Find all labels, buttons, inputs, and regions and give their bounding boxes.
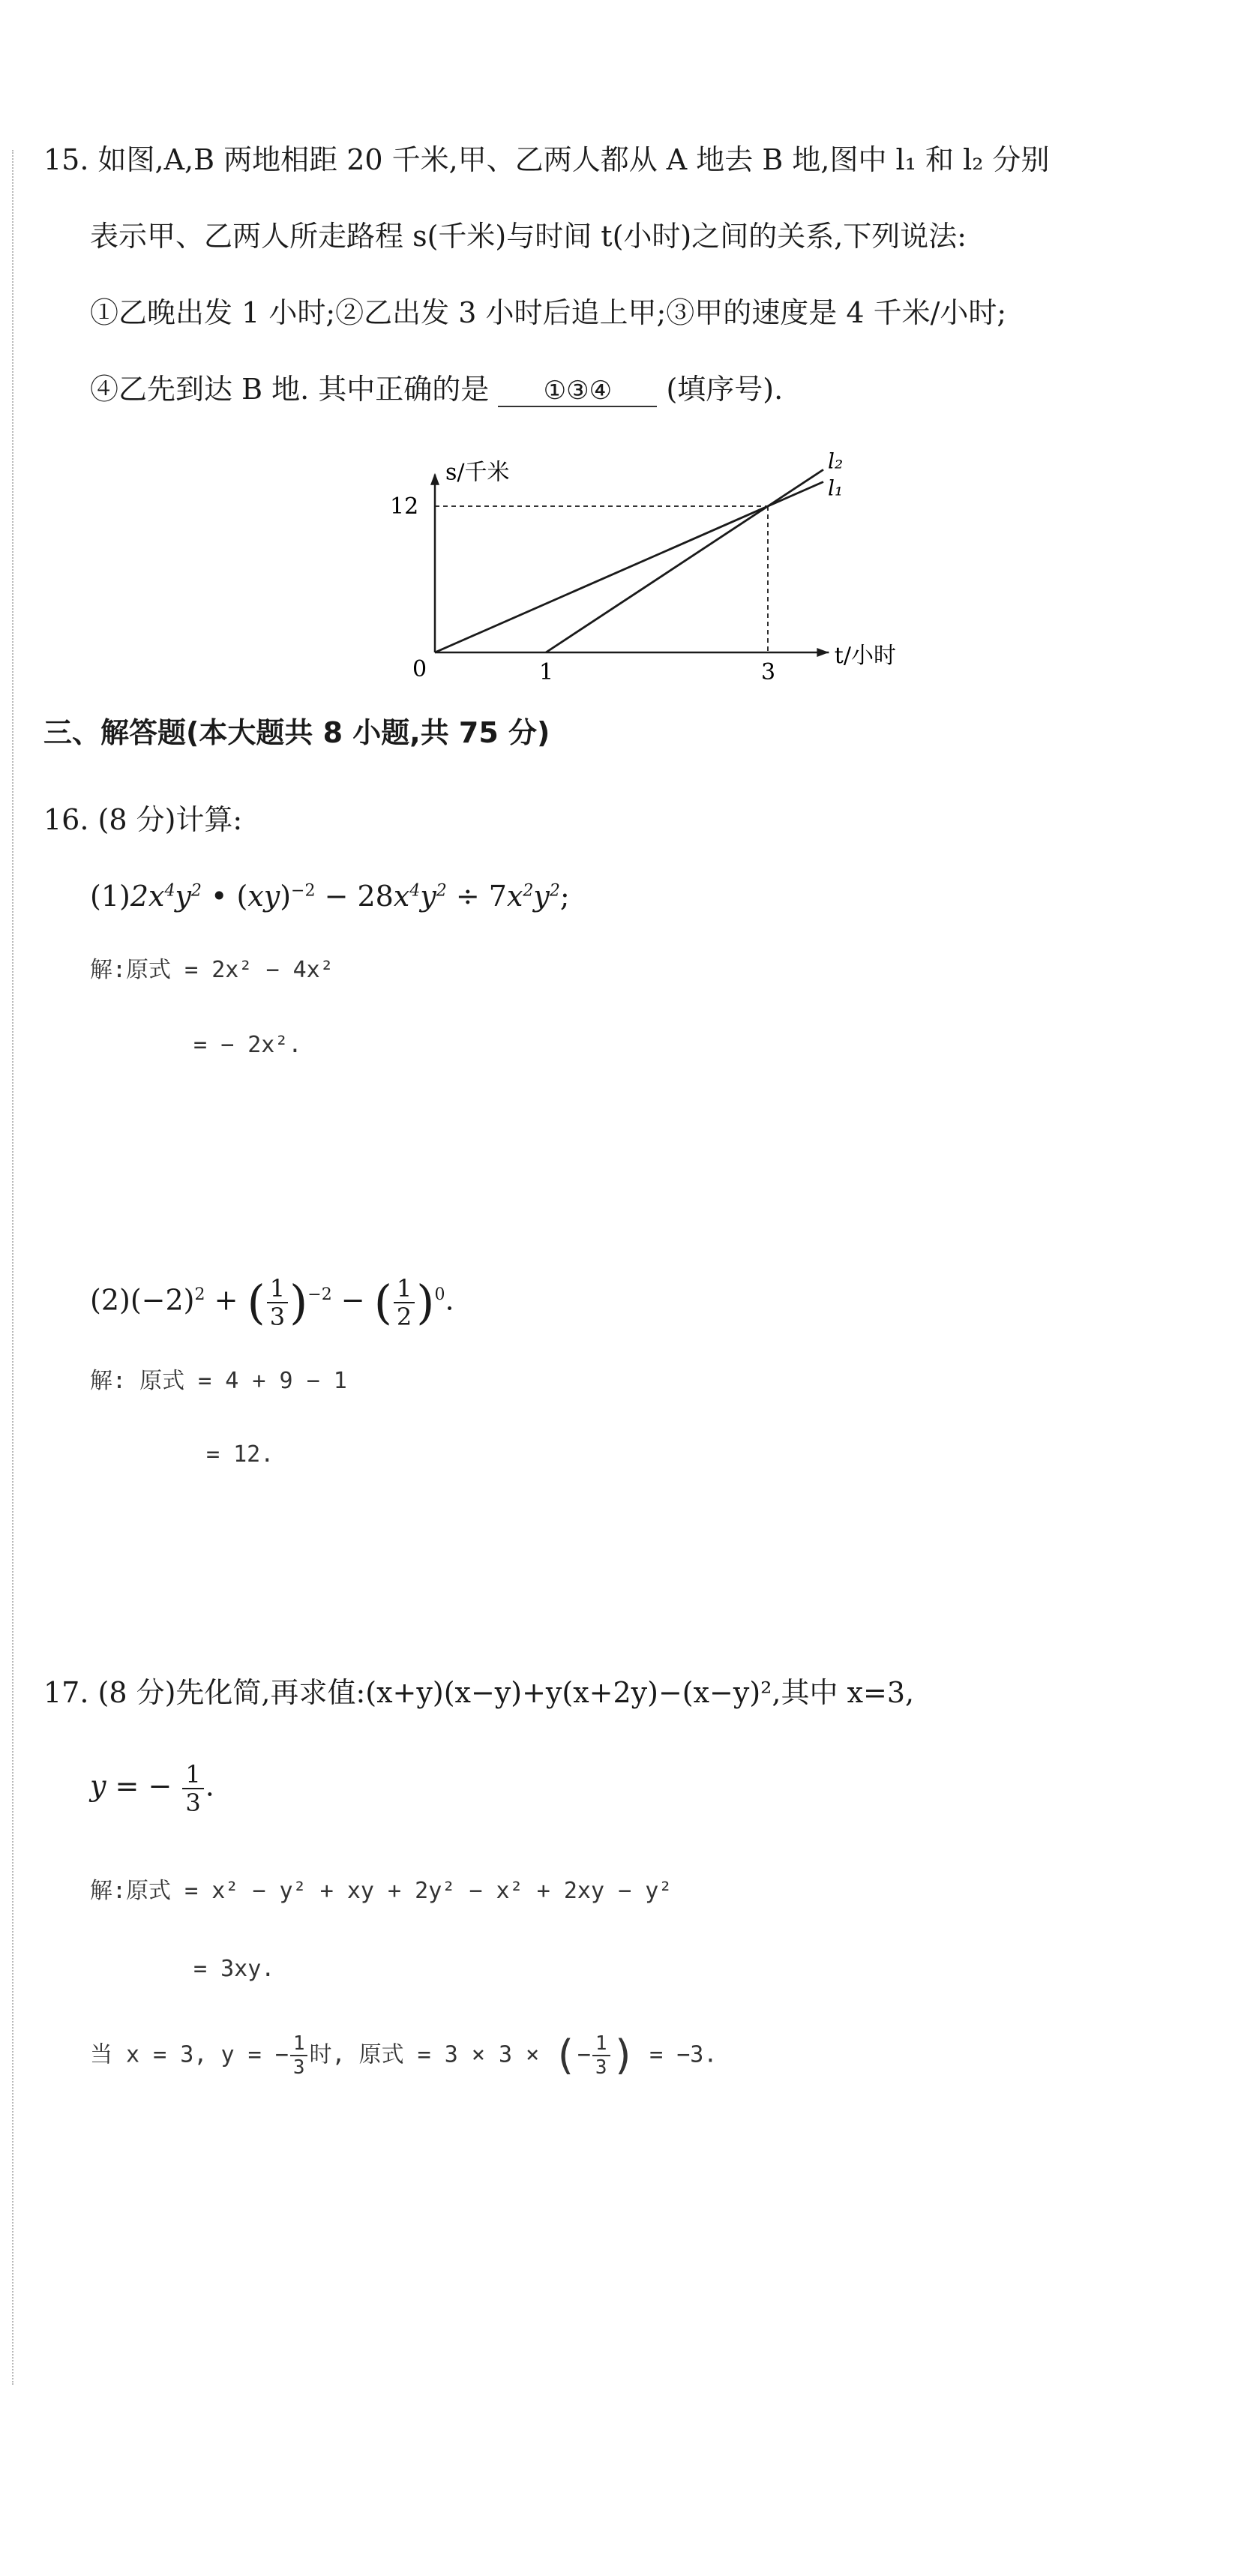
margin-dotted-line xyxy=(12,150,13,2385)
x-axis-label: t/小时 xyxy=(834,643,896,669)
q15-line-4-text: ④乙先到达 B 地. 其中正确的是 xyxy=(90,373,490,406)
tick-label-3: 3 xyxy=(761,659,776,685)
y-axis-label: s/千米 xyxy=(445,459,510,486)
series-label-l1: l₁ xyxy=(828,475,844,501)
q16-part-2-solution-line-2: = 12. xyxy=(206,1441,274,1468)
q16-part-1-expression: $(1)2x^4y^2$ • $(xy)^{-2} - 28x^4y^2 \div 7x^2y^2$; xyxy=(90,880,570,913)
q16-part-2-expression: $(2)(-2)^2$ + ( $\frac{1}{3}$ )$^{-2}$ − ( $\frac{1}{2}$ )$^0$. xyxy=(90,1274,454,1331)
q17-header: 17. (8 分)先化简,再求值:(x+y)(x−y)+y(x+2y)−(x−y)²,其中 x=3, xyxy=(43,1676,915,1709)
q17-solution-line-1: 解:原式 = x² − y² + xy + 2y² − x² + 2xy − y² xyxy=(90,1878,673,1904)
q17-given-y: y = − $\frac{1}{3}$ . xyxy=(90,1760,214,1817)
tick-label-12: 12 xyxy=(390,493,419,520)
tick-label-1: 1 xyxy=(539,659,554,685)
series-label-l2: l₂ xyxy=(828,448,844,474)
q16-part-1-solution-line-2: = − 2x². xyxy=(193,1032,302,1058)
q16-header: 16. (8 分)计算: xyxy=(43,803,243,836)
series-line-l2 xyxy=(546,469,823,652)
q17-solution-line-3: 当 x = 3, y = − $\frac{1}{3}$ 时, 原式 = 3 × 3 × (− $\frac{1}{3}$ ) = −3. xyxy=(90,2032,718,2079)
q15-answer-blank: ①③④ xyxy=(498,376,657,407)
q15-line-3: ①乙晚出发 1 小时;②乙出发 3 小时后追上甲;③甲的速度是 4 千米/小时; xyxy=(90,296,1007,329)
q15-line-2: 表示甲、乙两人所走路程 s(千米)与时间 t(小时)之间的关系,下列说法: xyxy=(90,220,967,253)
q16-part-2-solution-line-1: 解: 原式 = 4 + 9 − 1 xyxy=(90,1368,347,1394)
y-axis-arrow xyxy=(430,473,439,485)
q15-line-1: 15. 如图,A,B 两地相距 20 千米,甲、乙两人都从 A 地去 B 地,图中 l₁ 和 l₂ 分别 xyxy=(43,143,1050,176)
q16-part-1-solution-line-1: 解:原式 = 2x² − 4x² xyxy=(90,957,334,983)
q15-line-4 xyxy=(90,370,783,408)
q17-solution-line-2: = 3xy. xyxy=(193,1956,275,1982)
x-axis-arrow xyxy=(817,648,829,657)
section-3-title: 三、解答题(本大题共 8 小题,共 75 分) xyxy=(43,716,550,749)
distance-time-graph xyxy=(390,448,896,690)
tick-label-0: 0 xyxy=(412,656,427,682)
q15-line-4-suffix: (填序号). xyxy=(666,373,784,406)
